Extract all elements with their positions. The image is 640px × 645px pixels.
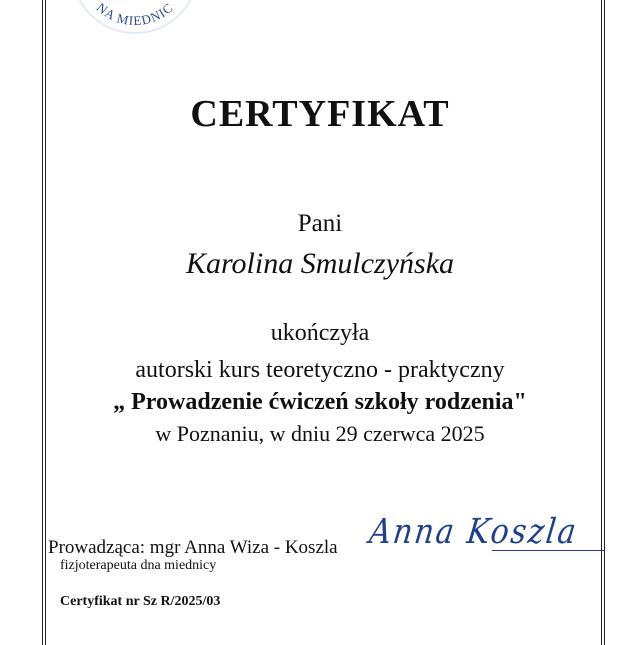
svg-text:NA MIEDNIC: NA MIEDNIC xyxy=(93,0,177,29)
salutation: Pani xyxy=(297,210,343,237)
signature-text: Anna Koszla xyxy=(367,512,581,553)
certificate-number: Certyfikat nr Sz R/2025/03 xyxy=(60,594,221,609)
signature xyxy=(367,510,604,560)
course-place-date: w Poznaniu, w dniu 29 czerwca 2025 xyxy=(155,421,485,446)
signature-underline xyxy=(492,550,604,551)
seal-logo xyxy=(70,0,200,35)
recipient-name: Karolina Smulczyńska xyxy=(185,247,455,280)
course-name: „ Prowadzenie ćwiczeń szkoły rodzenia" xyxy=(113,389,527,415)
course-type: autorski kurs teoretyczno - praktyczny xyxy=(135,357,505,383)
certificate-title: CERTYFIKAT xyxy=(190,93,450,135)
instructor-role: fizjoterapeuta dna miednicy xyxy=(60,558,217,573)
completed-text: ukończyła xyxy=(270,320,370,346)
instructor: Prowadząca: mgr Anna Wiza - Koszla xyxy=(48,537,338,558)
